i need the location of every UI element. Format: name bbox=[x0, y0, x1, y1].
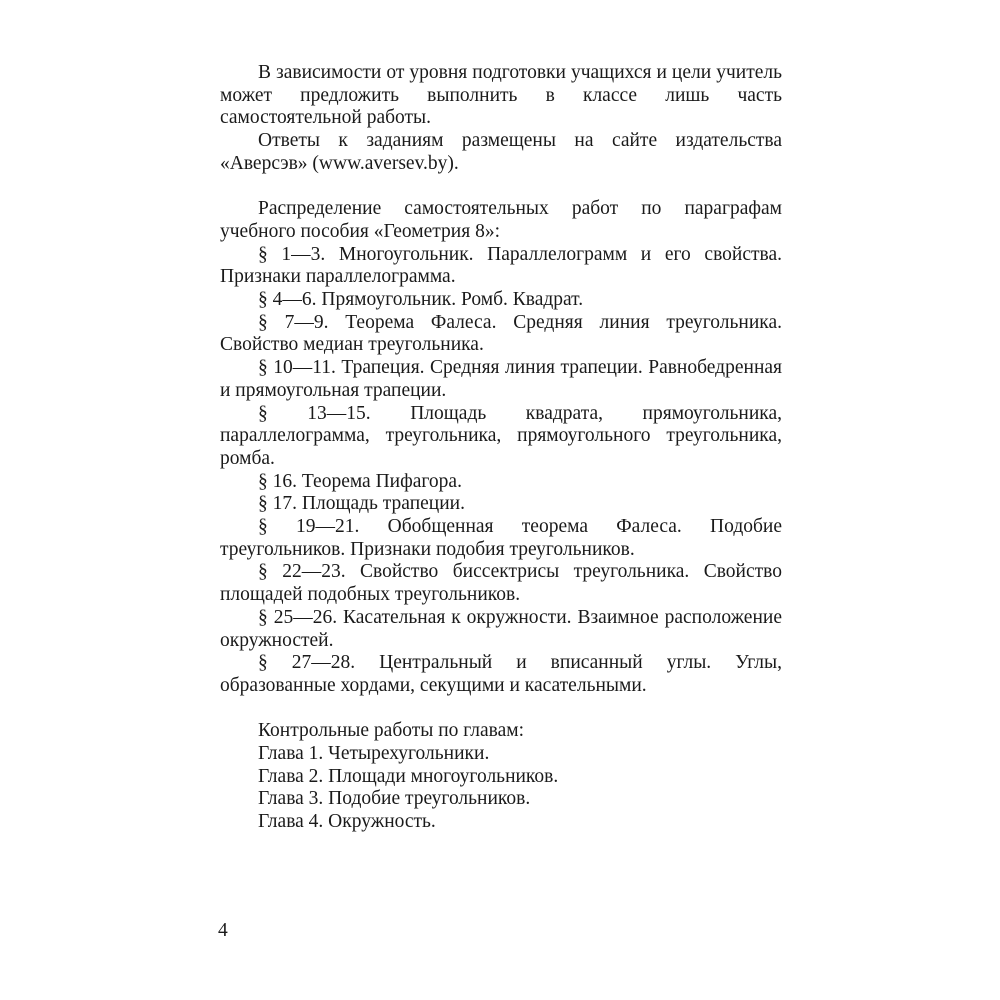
intro-paragraph-2: Ответы к заданиям размещены на сайте издательства «Аверсэв» (www.aversev.by). bbox=[220, 130, 782, 174]
distribution-item: § 27—28. Центральный и вписанный углы. Углы, образованные хордами, секущими и касательными. bbox=[220, 652, 782, 696]
test-item: Глава 4. Окружность. bbox=[258, 811, 436, 833]
intro-paragraph-1: В зависимости от уровня подготовки учащихся и цели учитель может предложить выполнить в классе лишь часть самостоятельной работы. bbox=[220, 62, 782, 129]
main-text bbox=[220, 62, 782, 834]
distribution-item: § 1—3. Многоугольник. Параллелограмм и его свойства. Признаки параллелограмма. bbox=[220, 243, 782, 288]
distribution-item: § 19—21. Обобщенная теорема Фалеса. Подобие треугольников. Признаки подобия треугольников. bbox=[220, 516, 782, 560]
tests-heading: Контрольные работы по главам: bbox=[258, 720, 525, 742]
distribution-item: § 16. Теорема Пифагора. bbox=[258, 470, 462, 492]
distribution-item: § 7—9. Теорема Фалеса. Средняя линия треугольника. Свойство медиан треугольника. bbox=[220, 311, 782, 356]
distribution-item: § 17. Площадь трапеции. bbox=[258, 493, 465, 515]
spacer bbox=[220, 176, 782, 199]
test-item: Глава 2. Площади многоугольников. bbox=[258, 765, 559, 787]
distribution-item: § 10—11. Трапеция. Средняя линия трапеции. Равнобедренная и прямоугольная трапеции. bbox=[220, 357, 782, 401]
page-number: 4 bbox=[218, 920, 228, 941]
distribution-item: § 13—15. Площадь квадрата, прямоугольника, параллелограмма, треугольника, прямоугольного треугольника, ромба. bbox=[220, 402, 782, 469]
spacer bbox=[220, 698, 782, 721]
distribution-item: § 4—6. Прямоугольник. Ромб. Квадрат. bbox=[258, 289, 584, 311]
distribution-item: § 25—26. Касательная к окружности. Взаимное расположение окружностей. bbox=[220, 606, 782, 651]
test-item: Глава 1. Четырехугольники. bbox=[258, 743, 490, 765]
distribution-item: § 22—23. Свойство биссектрисы треугольника. Свойство площадей подобных треугольников. bbox=[220, 561, 782, 606]
test-item: Глава 3. Подобие треугольников. bbox=[258, 788, 531, 810]
distribution-heading: Распределение самостоятельных работ по параграфам учебного пособия «Геометрия 8»: bbox=[220, 198, 782, 242]
